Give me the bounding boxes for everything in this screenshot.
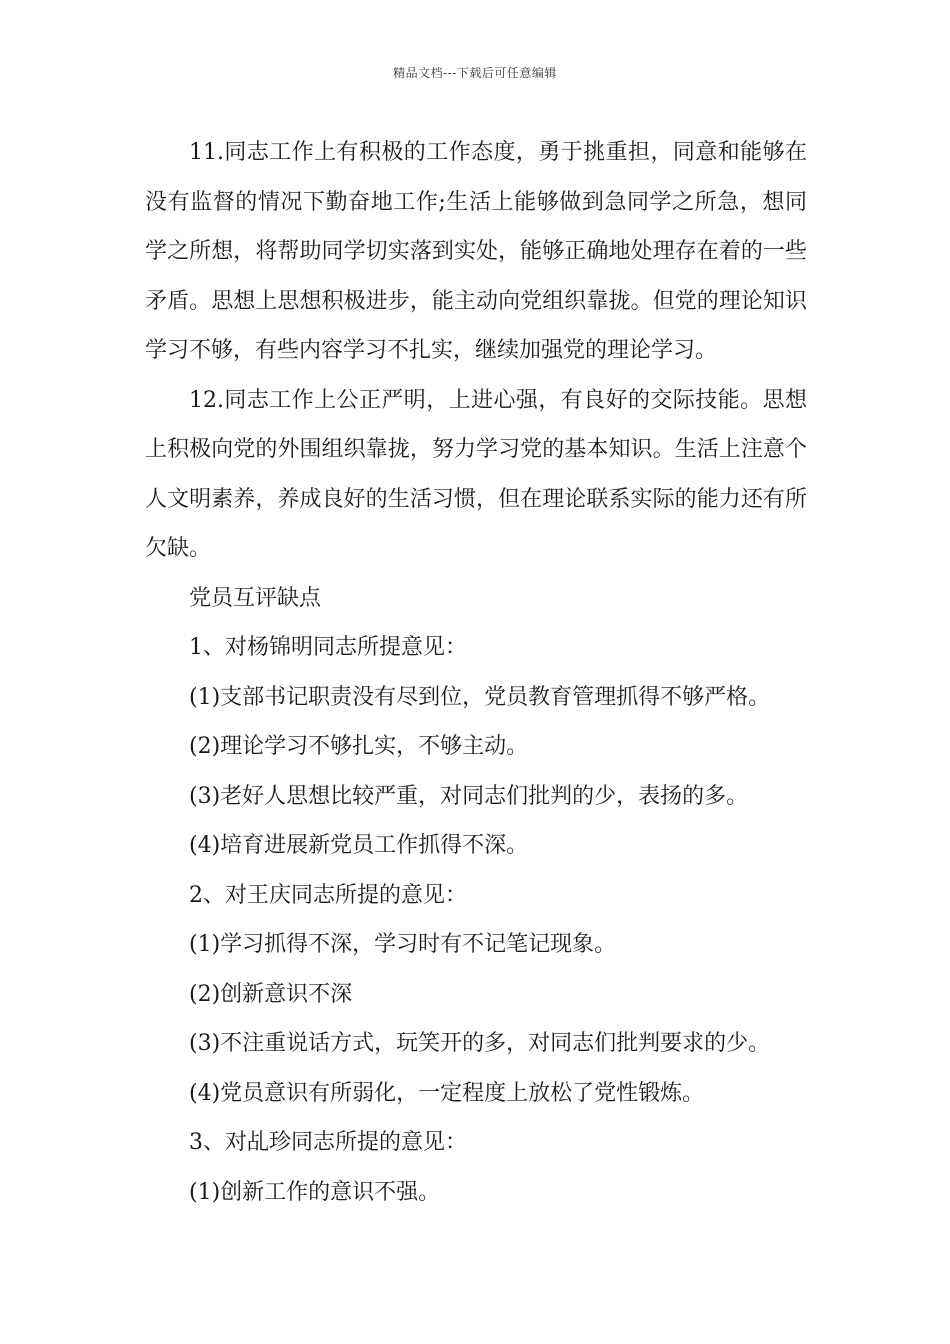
paragraph-item-11: 11.同志工作上有积极的工作态度，勇于挑重担，同意和能够在没有监督的情况下勤奋地工作;生活上能够做到急同学之所急，想同学之所想，将帮助同学切实落到实处，能够正确地处理存在着的一些矛盾。思想上思想积极进步，能主动向党组织靠拢。但党的理论知识学习不够，有些内容学习不扎实，继续加强党的理论学习。 — [145, 140, 807, 363]
list-item: (4)培育进展新党员工作抓得不深。 — [189, 833, 529, 858]
list-item: (3)不注重说话方式，玩笑开的多，对同志们批判要求的少。 — [189, 1031, 771, 1056]
paragraph-item-12: 12.同志工作上公正严明，上进心强，有良好的交际技能。思想上积极向党的外围组织靠拢，努力学习党的基本知识。生活上注意个人文明素养，养成良好的生活习惯，但在理论联系实际的能力还有所欠缺。 — [145, 387, 807, 561]
list-item: (3)老好人思想比较严重，对同志们批判的少，表扬的多。 — [189, 783, 749, 809]
list-heading-3: 3、对乩珍同志所提的意见： — [189, 1130, 467, 1155]
document-body — [145, 128, 807, 1217]
list-item: (2)创新意识不深 — [189, 981, 353, 1007]
list-heading-1: 1、对杨锦明同志所提意见： — [189, 635, 467, 660]
page-header: 精品文档---下载后可任意编辑 — [393, 66, 557, 80]
list-item: (4)党员意识有所弱化，一定程度上放松了党性锻炼。 — [189, 1080, 705, 1106]
list-item: (2)理论学习不够扎实，不够主动。 — [189, 734, 529, 759]
list-item: (1)学习抓得不深，学习时有不记笔记现象。 — [189, 932, 617, 957]
list-item: (1)创新工作的意识不强。 — [189, 1179, 441, 1205]
list-heading-2: 2、对王庆同志所提的意见： — [189, 882, 467, 908]
list-item: (1)支部书记职责没有尽到位，党员教育管理抓得不够严格。 — [189, 684, 771, 710]
section-heading: 党员互评缺点 — [189, 585, 322, 611]
